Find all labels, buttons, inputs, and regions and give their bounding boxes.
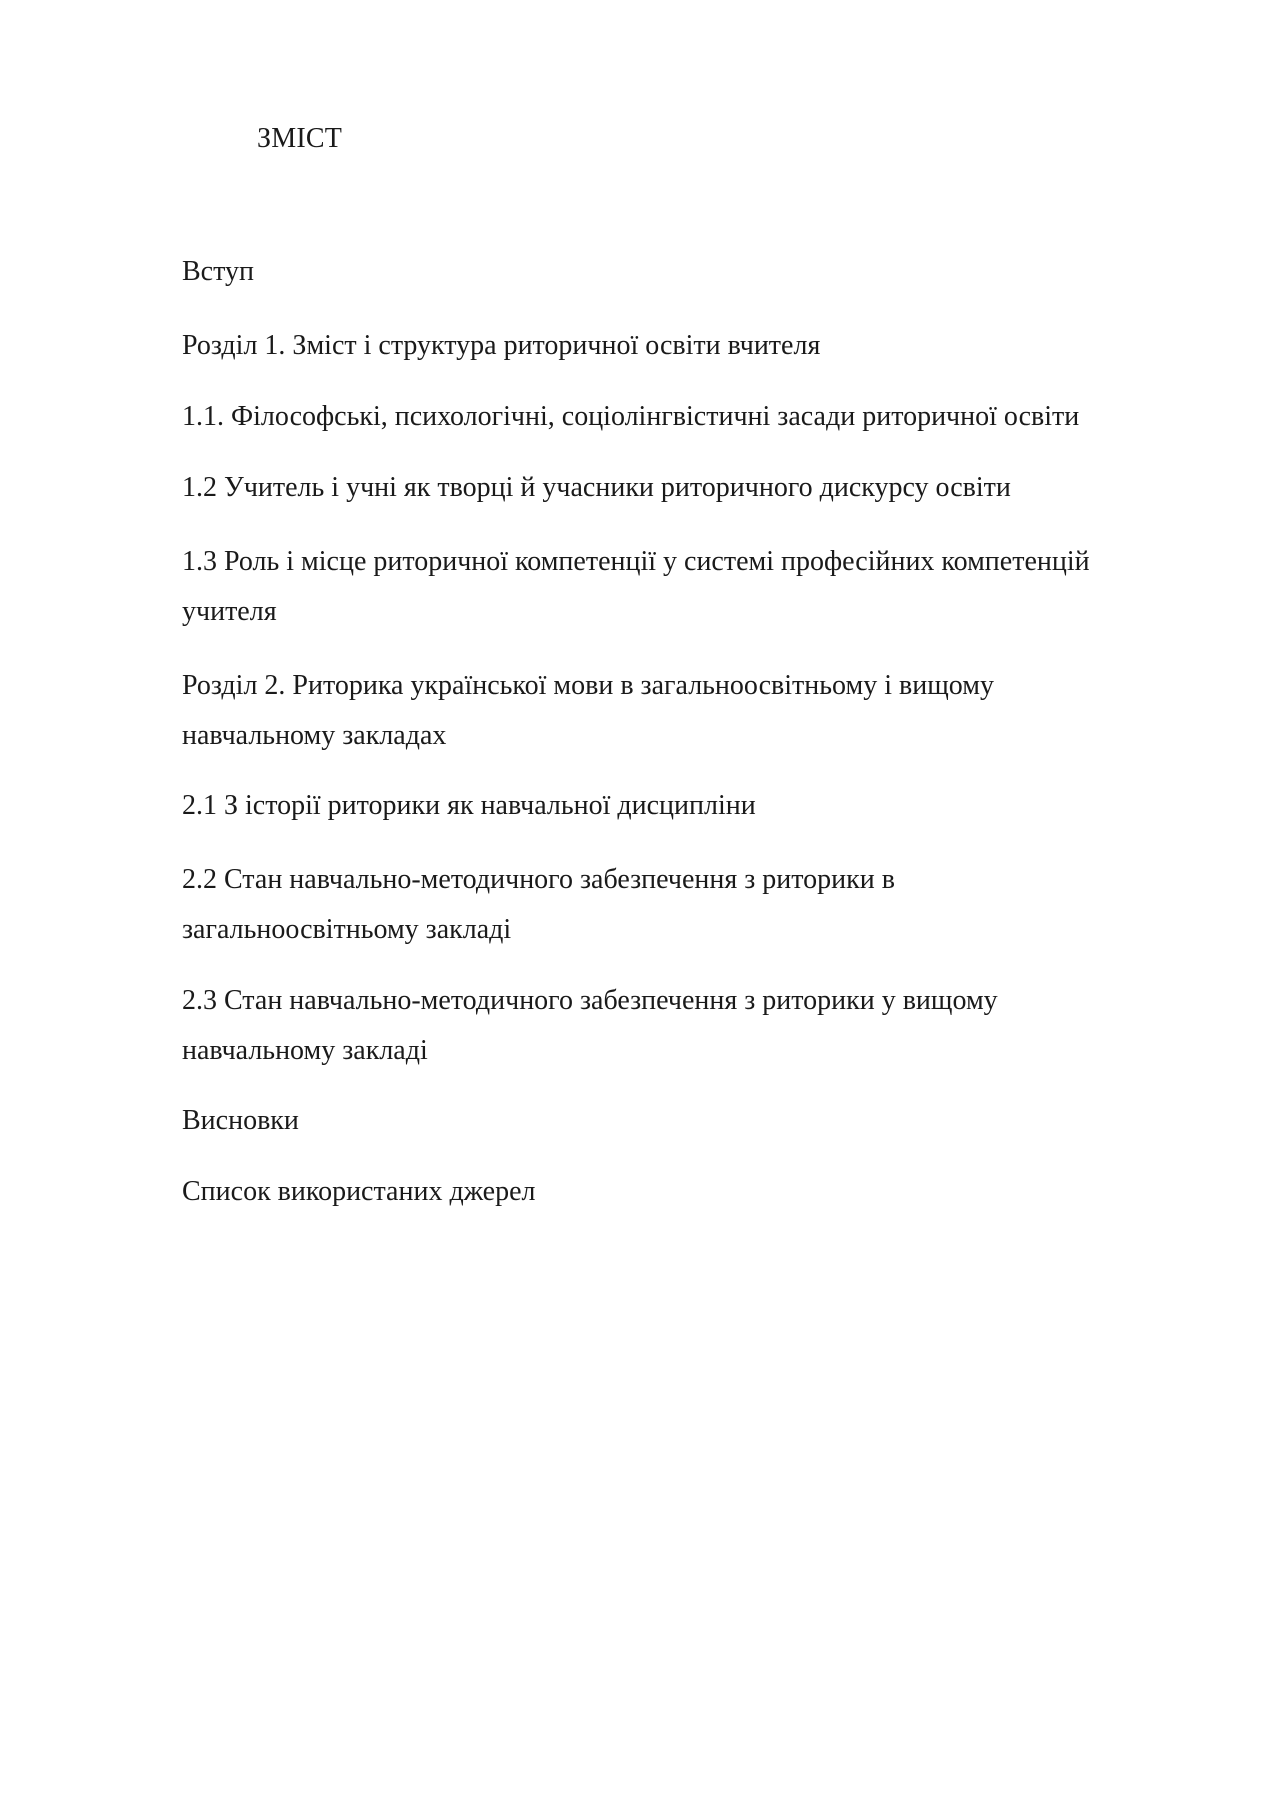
toc-entry-line: Розділ 1. Зміст і структура риторичної освіти вчителя bbox=[182, 330, 821, 361]
toc-entry-chapter-1 bbox=[182, 321, 1182, 371]
toc-entry-line: 1.1. Філософські, психологічні, соціолінгвістичні засади риторичної освіти bbox=[182, 401, 1080, 432]
toc-entry-line: Висновки bbox=[182, 1105, 299, 1136]
toc-entry-line: навчальному закладах bbox=[182, 720, 447, 751]
toc-entry-2-1 bbox=[182, 781, 1182, 831]
toc-entry-references bbox=[182, 1167, 1182, 1217]
toc-entry-line: 2.2 Стан навчально-методичного забезпечення з риторики в bbox=[182, 864, 895, 895]
toc-entry-line: 1.2 Учитель і учні як творці й учасники риторичного дискурсу освіти bbox=[182, 472, 1011, 503]
toc-title: ЗМІСТ bbox=[257, 123, 343, 154]
toc-entry-line: Список використаних джерел bbox=[182, 1176, 536, 1207]
toc-entry-line: Вступ bbox=[182, 256, 254, 287]
toc-entry-line: 1.3 Роль і місце риторичної компетенції у системі професійних компетенцій bbox=[182, 546, 1090, 577]
toc-entry-line: навчальному закладі bbox=[182, 1035, 428, 1066]
toc-entry-conclusions bbox=[182, 1096, 1182, 1146]
toc-entry-1-1 bbox=[182, 392, 1182, 442]
toc-entry-1-3 bbox=[182, 537, 1182, 637]
toc-entry-line: учителя bbox=[182, 596, 277, 627]
toc-entry-line: Розділ 2. Риторика української мови в загальноосвітньому і вищому bbox=[182, 670, 994, 701]
toc-entry-2-2 bbox=[182, 855, 1182, 955]
toc-entry-line: загальноосвітньому закладі bbox=[182, 914, 512, 945]
toc-entry-intro bbox=[182, 247, 1182, 297]
toc-entry-line: 2.1 З історії риторики як навчальної дисципліни bbox=[182, 790, 756, 821]
toc-entry-chapter-2 bbox=[182, 661, 1182, 761]
toc-entry-line: 2.3 Стан навчально-методичного забезпечення з риторики у вищому bbox=[182, 985, 998, 1016]
toc-entry-1-2 bbox=[182, 463, 1182, 513]
toc-entry-2-3 bbox=[182, 976, 1182, 1076]
